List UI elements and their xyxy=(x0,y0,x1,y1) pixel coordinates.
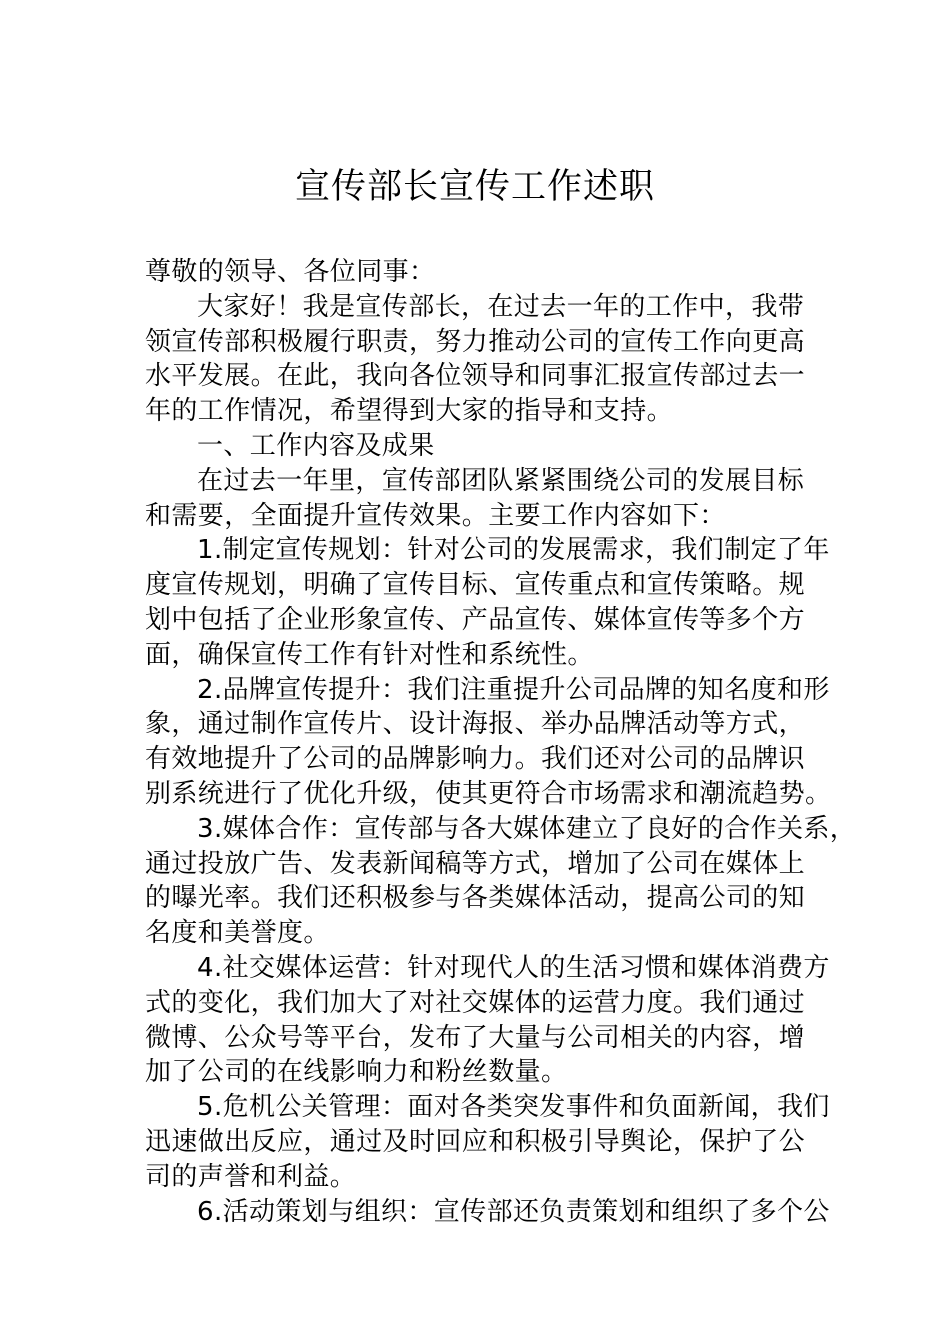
document-title: 宣传部长宣传工作述职 xyxy=(294,167,655,207)
text-line: 6.活动策划与组织：宣传部还负责策划和组织了多个公 xyxy=(197,1196,830,1227)
text-line: 司的声誉和利益。 xyxy=(145,1161,357,1192)
text-line: 年的工作情况，希望得到大家的指导和支持。 xyxy=(145,396,674,427)
text-line: 迅速做出反应，通过及时回应和积极引导舆论，保护了公 xyxy=(145,1126,806,1157)
text-line: 象，通过制作宣传片、设计海报、举办品牌活动等方式， xyxy=(145,709,806,740)
text-line: 的曝光率。我们还积极参与各类媒体活动，提高公司的知 xyxy=(145,883,806,914)
text-line: 和需要，全面提升宣传效果。主要工作内容如下： xyxy=(145,500,726,531)
text-line: 加了公司的在线影响力和粉丝数量。 xyxy=(145,1057,568,1088)
text-line: 式的变化，我们加大了对社交媒体的运营力度。我们通过 xyxy=(145,987,806,1018)
text-line: 名度和美誉度。 xyxy=(145,918,330,949)
document-body xyxy=(145,255,857,1229)
text-line: 领宣传部积极履行职责，努力推动公司的宣传工作向更高 xyxy=(145,326,806,357)
text-line: 别系统进行了优化升级，使其更符合市场需求和潮流趋势。 xyxy=(145,778,832,809)
text-line: 2.品牌宣传提升：我们注重提升公司品牌的知名度和形 xyxy=(197,674,830,705)
text-line: 5.危机公关管理：面对各类突发事件和负面新闻，我们 xyxy=(197,1092,830,1123)
text-line: 1.制定宣传规划：针对公司的发展需求，我们制定了年 xyxy=(197,535,830,566)
text-line: 3.媒体合作：宣传部与各大媒体建立了良好的合作关系， xyxy=(197,813,857,844)
text-line: 有效地提升了公司的品牌影响力。我们还对公司的品牌识 xyxy=(145,744,806,775)
text-line: 通过投放广告、发表新闻稿等方式，增加了公司在媒体上 xyxy=(145,848,806,879)
text-line: 微博、公众号等平台，发布了大量与公司相关的内容，增 xyxy=(145,1022,806,1053)
text-line: 一、工作内容及成果 xyxy=(197,430,435,461)
text-line: 尊敬的领导、各位同事： xyxy=(145,257,436,287)
text-line: 4.社交媒体运营：针对现代人的生活习惯和媒体消费方 xyxy=(197,952,830,983)
text-line: 水平发展。在此，我向各位领导和同事汇报宣传部过去一 xyxy=(145,361,806,392)
text-line: 划中包括了企业形象宣传、产品宣传、媒体宣传等多个方 xyxy=(145,604,806,635)
text-line: 大家好！我是宣传部长，在过去一年的工作中，我带 xyxy=(197,291,805,322)
text-line: 在过去一年里，宣传部团队紧紧围绕公司的发展目标 xyxy=(197,465,805,496)
text-line: 面，确保宣传工作有针对性和系统性。 xyxy=(145,639,594,670)
text-line: 度宣传规划，明确了宣传目标、宣传重点和宣传策略。规 xyxy=(145,570,806,601)
